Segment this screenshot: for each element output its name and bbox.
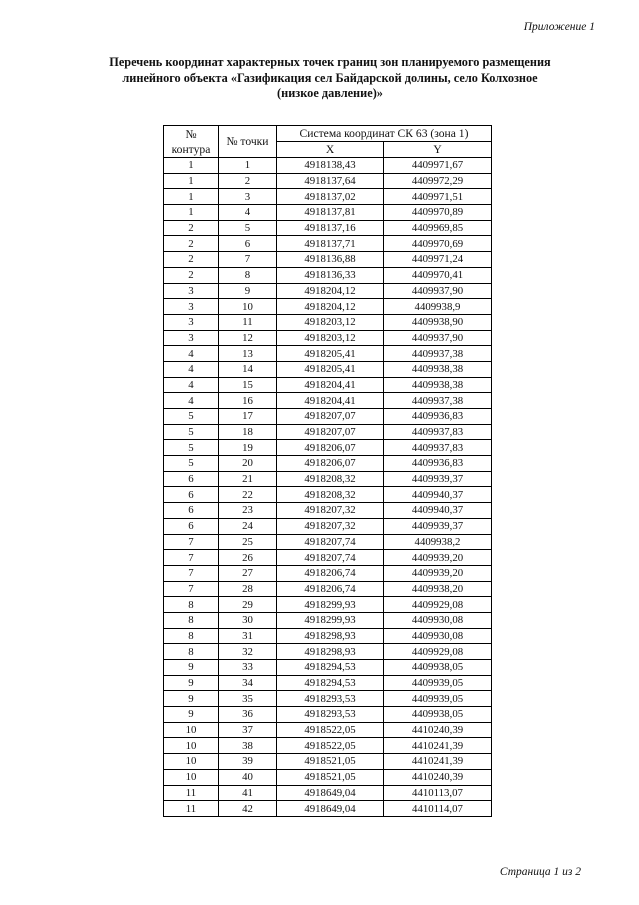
point-number-cell: 38 xyxy=(219,738,277,754)
point-number-cell: 16 xyxy=(219,393,277,409)
point-number-cell: 14 xyxy=(219,361,277,377)
x-coordinate-cell: 4918204,41 xyxy=(277,377,384,393)
contour-number-cell: 4 xyxy=(164,393,219,409)
contour-number-cell: 6 xyxy=(164,503,219,519)
table-row xyxy=(164,314,492,330)
point-number-cell: 1 xyxy=(219,158,277,174)
point-number-cell: 29 xyxy=(219,597,277,613)
y-coordinate-cell: 4409970,69 xyxy=(384,236,492,252)
contour-number-cell: 4 xyxy=(164,377,219,393)
x-coordinate-cell: 4918207,07 xyxy=(277,409,384,425)
point-number-cell: 10 xyxy=(219,299,277,315)
contour-number-cell: 5 xyxy=(164,440,219,456)
table-row xyxy=(164,236,492,252)
x-coordinate-cell: 4918138,43 xyxy=(277,158,384,174)
x-coordinate-cell: 4918136,33 xyxy=(277,267,384,283)
contour-number-cell: 1 xyxy=(164,173,219,189)
y-coordinate-cell: 4409971,51 xyxy=(384,189,492,205)
x-coordinate-cell: 4918206,07 xyxy=(277,440,384,456)
table-body xyxy=(164,158,492,817)
point-number-cell: 22 xyxy=(219,487,277,503)
table-row xyxy=(164,189,492,205)
x-coordinate-cell: 4918298,93 xyxy=(277,644,384,660)
point-number-cell: 23 xyxy=(219,503,277,519)
point-number-cell: 13 xyxy=(219,346,277,362)
table-row xyxy=(164,691,492,707)
table-row xyxy=(164,173,492,189)
table-row xyxy=(164,283,492,299)
table-row xyxy=(164,644,492,660)
header-coordinate-system: Система координат СК 63 (зона 1) xyxy=(277,126,492,142)
point-number-cell: 3 xyxy=(219,189,277,205)
table-row xyxy=(164,707,492,723)
table-row xyxy=(164,754,492,770)
contour-number-cell: 2 xyxy=(164,220,219,236)
y-coordinate-cell: 4409940,37 xyxy=(384,503,492,519)
contour-number-cell: 4 xyxy=(164,361,219,377)
table-row xyxy=(164,377,492,393)
contour-number-cell: 1 xyxy=(164,189,219,205)
header-contour-symbol: № xyxy=(185,127,197,141)
y-coordinate-cell: 4409937,90 xyxy=(384,283,492,299)
point-number-cell: 37 xyxy=(219,722,277,738)
table-row xyxy=(164,628,492,644)
header-contour-number xyxy=(164,126,219,158)
page-number: Страница 1 из 2 xyxy=(499,866,581,878)
x-coordinate-cell: 4918207,07 xyxy=(277,424,384,440)
y-coordinate-cell: 4409936,83 xyxy=(384,409,492,425)
point-number-cell: 42 xyxy=(219,801,277,817)
x-coordinate-cell: 4918294,53 xyxy=(277,675,384,691)
point-number-cell: 12 xyxy=(219,330,277,346)
point-number-cell: 31 xyxy=(219,628,277,644)
point-number-cell: 41 xyxy=(219,785,277,801)
contour-number-cell: 4 xyxy=(164,346,219,362)
y-coordinate-cell: 4409970,41 xyxy=(384,267,492,283)
table-row xyxy=(164,330,492,346)
coordinates-table xyxy=(163,125,492,817)
table-row xyxy=(164,518,492,534)
point-number-cell: 28 xyxy=(219,581,277,597)
contour-number-cell: 10 xyxy=(164,754,219,770)
x-coordinate-cell: 4918207,32 xyxy=(277,518,384,534)
x-coordinate-cell: 4918294,53 xyxy=(277,660,384,676)
table-row xyxy=(164,299,492,315)
x-coordinate-cell: 4918137,81 xyxy=(277,205,384,221)
contour-number-cell: 8 xyxy=(164,644,219,660)
y-coordinate-cell: 4409969,85 xyxy=(384,220,492,236)
contour-number-cell: 7 xyxy=(164,581,219,597)
contour-number-cell: 3 xyxy=(164,314,219,330)
table-row xyxy=(164,801,492,817)
point-number-cell: 40 xyxy=(219,769,277,785)
y-coordinate-cell: 4409940,37 xyxy=(384,487,492,503)
point-number-cell: 34 xyxy=(219,675,277,691)
y-coordinate-cell: 4409936,83 xyxy=(384,456,492,472)
point-number-cell: 33 xyxy=(219,660,277,676)
point-number-cell: 30 xyxy=(219,612,277,628)
contour-number-cell: 8 xyxy=(164,612,219,628)
table-row xyxy=(164,534,492,550)
x-coordinate-cell: 4918206,74 xyxy=(277,565,384,581)
contour-number-cell: 11 xyxy=(164,801,219,817)
x-coordinate-cell: 4918521,05 xyxy=(277,769,384,785)
y-coordinate-cell: 4409929,08 xyxy=(384,597,492,613)
x-coordinate-cell: 4918203,12 xyxy=(277,314,384,330)
contour-number-cell: 1 xyxy=(164,158,219,174)
x-coordinate-cell: 4918649,04 xyxy=(277,785,384,801)
x-coordinate-cell: 4918293,53 xyxy=(277,707,384,723)
table-row xyxy=(164,785,492,801)
y-coordinate-cell: 4409937,38 xyxy=(384,346,492,362)
point-number-cell: 35 xyxy=(219,691,277,707)
y-coordinate-cell: 4409939,37 xyxy=(384,471,492,487)
table-row xyxy=(164,660,492,676)
x-coordinate-cell: 4918207,32 xyxy=(277,503,384,519)
contour-number-cell: 9 xyxy=(164,660,219,676)
contour-number-cell: 6 xyxy=(164,487,219,503)
contour-number-cell: 7 xyxy=(164,565,219,581)
title-line-1: Перечень координат характерных точек границ зон планируемого размещения xyxy=(109,55,551,69)
x-coordinate-cell: 4918299,93 xyxy=(277,612,384,628)
x-coordinate-cell: 4918521,05 xyxy=(277,754,384,770)
point-number-cell: 20 xyxy=(219,456,277,472)
x-coordinate-cell: 4918207,74 xyxy=(277,534,384,550)
table-row xyxy=(164,267,492,283)
y-coordinate-cell: 4409938,9 xyxy=(384,299,492,315)
table-row xyxy=(164,456,492,472)
point-number-cell: 32 xyxy=(219,644,277,660)
x-coordinate-cell: 4918522,05 xyxy=(277,722,384,738)
contour-number-cell: 6 xyxy=(164,471,219,487)
y-coordinate-cell: 4409938,05 xyxy=(384,660,492,676)
y-coordinate-cell: 4409937,83 xyxy=(384,424,492,440)
x-coordinate-cell: 4918137,64 xyxy=(277,173,384,189)
table-row xyxy=(164,487,492,503)
x-coordinate-cell: 4918207,74 xyxy=(277,550,384,566)
document-title xyxy=(60,55,600,102)
table-row xyxy=(164,581,492,597)
header-y: Y xyxy=(384,142,492,158)
y-coordinate-cell: 4409930,08 xyxy=(384,612,492,628)
point-number-cell: 17 xyxy=(219,409,277,425)
contour-number-cell: 5 xyxy=(164,424,219,440)
y-coordinate-cell: 4409939,20 xyxy=(384,550,492,566)
contour-number-cell: 7 xyxy=(164,550,219,566)
table-row xyxy=(164,565,492,581)
point-number-cell: 18 xyxy=(219,424,277,440)
contour-number-cell: 10 xyxy=(164,738,219,754)
x-coordinate-cell: 4918137,16 xyxy=(277,220,384,236)
y-coordinate-cell: 4409938,38 xyxy=(384,377,492,393)
point-number-cell: 25 xyxy=(219,534,277,550)
y-coordinate-cell: 4409929,08 xyxy=(384,644,492,660)
x-coordinate-cell: 4918205,41 xyxy=(277,361,384,377)
contour-number-cell: 2 xyxy=(164,267,219,283)
y-coordinate-cell: 4409939,37 xyxy=(384,518,492,534)
contour-number-cell: 3 xyxy=(164,330,219,346)
x-coordinate-cell: 4918206,07 xyxy=(277,456,384,472)
y-coordinate-cell: 4410240,39 xyxy=(384,769,492,785)
y-coordinate-cell: 4409930,08 xyxy=(384,628,492,644)
point-number-cell: 36 xyxy=(219,707,277,723)
y-coordinate-cell: 4410114,07 xyxy=(384,801,492,817)
title-line-2: линейного объекта «Газификация сел Байдарской долины, село Колхозное xyxy=(122,70,538,85)
table-row xyxy=(164,252,492,268)
x-coordinate-cell: 4918206,74 xyxy=(277,581,384,597)
x-coordinate-cell: 4918299,93 xyxy=(277,597,384,613)
point-number-cell: 26 xyxy=(219,550,277,566)
x-coordinate-cell: 4918203,12 xyxy=(277,330,384,346)
point-number-cell: 4 xyxy=(219,205,277,221)
contour-number-cell: 9 xyxy=(164,707,219,723)
y-coordinate-cell: 4409939,05 xyxy=(384,691,492,707)
x-coordinate-cell: 4918204,41 xyxy=(277,393,384,409)
contour-number-cell: 7 xyxy=(164,534,219,550)
contour-number-cell: 6 xyxy=(164,518,219,534)
contour-number-cell: 11 xyxy=(164,785,219,801)
point-number-cell: 5 xyxy=(219,220,277,236)
y-coordinate-cell: 4409971,67 xyxy=(384,158,492,174)
contour-number-cell: 8 xyxy=(164,597,219,613)
table-header xyxy=(164,126,492,158)
x-coordinate-cell: 4918208,32 xyxy=(277,471,384,487)
contour-number-cell: 5 xyxy=(164,456,219,472)
point-number-cell: 21 xyxy=(219,471,277,487)
y-coordinate-cell: 4409938,2 xyxy=(384,534,492,550)
header-x: X xyxy=(277,142,384,158)
table-row xyxy=(164,612,492,628)
appendix-label: Приложение 1 xyxy=(523,21,595,33)
point-number-cell: 15 xyxy=(219,377,277,393)
x-coordinate-cell: 4918208,32 xyxy=(277,487,384,503)
table-row xyxy=(164,409,492,425)
x-coordinate-cell: 4918204,12 xyxy=(277,299,384,315)
x-coordinate-cell: 4918205,41 xyxy=(277,346,384,362)
x-coordinate-cell: 4918649,04 xyxy=(277,801,384,817)
y-coordinate-cell: 4410241,39 xyxy=(384,738,492,754)
table-row xyxy=(164,361,492,377)
table-row xyxy=(164,769,492,785)
contour-number-cell: 2 xyxy=(164,252,219,268)
y-coordinate-cell: 4410240,39 xyxy=(384,722,492,738)
point-number-cell: 27 xyxy=(219,565,277,581)
y-coordinate-cell: 4409938,90 xyxy=(384,314,492,330)
y-coordinate-cell: 4409971,24 xyxy=(384,252,492,268)
x-coordinate-cell: 4918137,71 xyxy=(277,236,384,252)
contour-number-cell: 3 xyxy=(164,283,219,299)
table-row xyxy=(164,346,492,362)
table-row xyxy=(164,471,492,487)
contour-number-cell: 9 xyxy=(164,691,219,707)
table-row xyxy=(164,158,492,174)
contour-number-cell: 10 xyxy=(164,722,219,738)
contour-number-cell: 5 xyxy=(164,409,219,425)
table-row xyxy=(164,722,492,738)
y-coordinate-cell: 4409939,20 xyxy=(384,565,492,581)
point-number-cell: 19 xyxy=(219,440,277,456)
y-coordinate-cell: 4409970,89 xyxy=(384,205,492,221)
x-coordinate-cell: 4918293,53 xyxy=(277,691,384,707)
y-coordinate-cell: 4410113,07 xyxy=(384,785,492,801)
y-coordinate-cell: 4410241,39 xyxy=(384,754,492,770)
table-row xyxy=(164,550,492,566)
y-coordinate-cell: 4409938,38 xyxy=(384,361,492,377)
x-coordinate-cell: 4918204,12 xyxy=(277,283,384,299)
x-coordinate-cell: 4918137,02 xyxy=(277,189,384,205)
point-number-cell: 2 xyxy=(219,173,277,189)
contour-number-cell: 3 xyxy=(164,299,219,315)
contour-number-cell: 1 xyxy=(164,205,219,221)
contour-number-cell: 10 xyxy=(164,769,219,785)
table-row xyxy=(164,393,492,409)
table-row xyxy=(164,675,492,691)
x-coordinate-cell: 4918298,93 xyxy=(277,628,384,644)
header-contour-label: контура xyxy=(171,142,211,156)
y-coordinate-cell: 4409937,38 xyxy=(384,393,492,409)
x-coordinate-cell: 4918522,05 xyxy=(277,738,384,754)
y-coordinate-cell: 4409938,05 xyxy=(384,707,492,723)
contour-number-cell: 9 xyxy=(164,675,219,691)
y-coordinate-cell: 4409937,83 xyxy=(384,440,492,456)
point-number-cell: 9 xyxy=(219,283,277,299)
point-number-cell: 24 xyxy=(219,518,277,534)
contour-number-cell: 2 xyxy=(164,236,219,252)
y-coordinate-cell: 4409939,05 xyxy=(384,675,492,691)
table-row xyxy=(164,503,492,519)
table-row xyxy=(164,597,492,613)
point-number-cell: 8 xyxy=(219,267,277,283)
table-row xyxy=(164,738,492,754)
point-number-cell: 7 xyxy=(219,252,277,268)
header-point-number: № точки xyxy=(219,126,277,158)
contour-number-cell: 8 xyxy=(164,628,219,644)
x-coordinate-cell: 4918136,88 xyxy=(277,252,384,268)
y-coordinate-cell: 4409972,29 xyxy=(384,173,492,189)
table-row xyxy=(164,440,492,456)
point-number-cell: 11 xyxy=(219,314,277,330)
point-number-cell: 39 xyxy=(219,754,277,770)
point-number-cell: 6 xyxy=(219,236,277,252)
y-coordinate-cell: 4409938,20 xyxy=(384,581,492,597)
table-row xyxy=(164,424,492,440)
title-line-3: (низкое давление)» xyxy=(277,86,383,100)
table-row xyxy=(164,205,492,221)
y-coordinate-cell: 4409937,90 xyxy=(384,330,492,346)
table-row xyxy=(164,220,492,236)
